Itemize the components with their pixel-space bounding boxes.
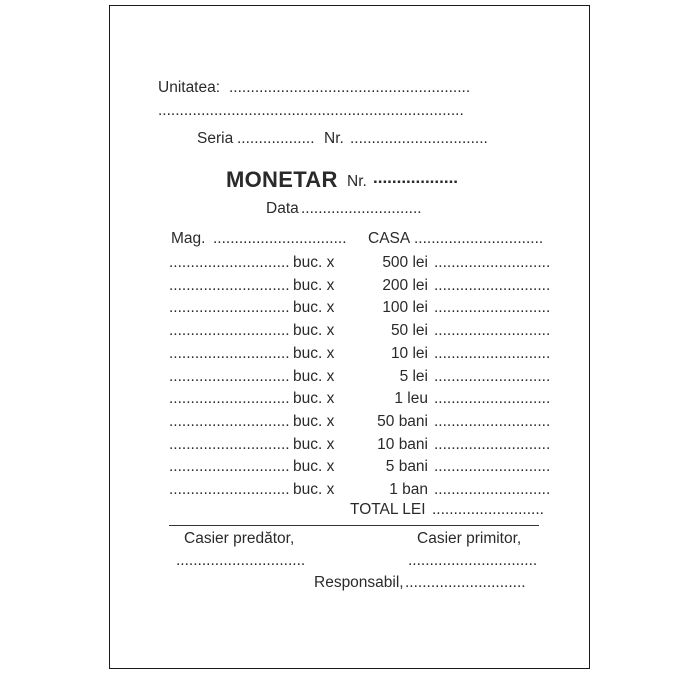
row-unit-label: buc. x xyxy=(293,299,335,317)
responsabil-label: Responsabil, xyxy=(314,574,404,591)
responsabil-field[interactable]: ............................ xyxy=(405,574,526,591)
row-unit-label: buc. x xyxy=(293,276,335,294)
row-denomination: 1 leu xyxy=(394,390,428,408)
row-total-field[interactable]: ........................... xyxy=(434,254,551,271)
row-unit-label: buc. x xyxy=(293,390,335,408)
row-total-field[interactable]: ........................... xyxy=(434,322,551,340)
row-total-field[interactable]: ........................... xyxy=(434,435,551,453)
casier-predator-label: Casier predător, xyxy=(184,530,295,547)
title-nr-label: Nr. xyxy=(347,173,367,190)
row-quantity-field[interactable]: ............................ xyxy=(169,299,290,317)
row-total-field[interactable]: ........................... xyxy=(434,276,551,294)
series-field[interactable]: .................. xyxy=(237,130,315,147)
row-denomination: 5 bani xyxy=(385,458,428,476)
row-unit-label: buc. x xyxy=(293,367,335,385)
row-unit-label: buc. x xyxy=(293,458,335,476)
casa-label: CASA xyxy=(368,230,411,247)
row-denomination: 1 ban xyxy=(389,481,428,498)
row-denomination: 50 lei xyxy=(390,322,428,340)
series-nr-label: Nr. xyxy=(324,130,344,147)
signature-divider xyxy=(169,525,539,526)
row-unit-label: buc. x xyxy=(293,412,335,430)
row-quantity-field[interactable]: ............................ xyxy=(169,367,290,385)
total-label: TOTAL LEI xyxy=(350,501,426,518)
row-total-field[interactable]: ........................... xyxy=(434,299,551,317)
row-denomination: 50 bani xyxy=(377,412,428,430)
casier-primitor-label: Casier primitor, xyxy=(417,530,522,547)
casa-field[interactable]: .............................. xyxy=(414,230,544,247)
row-quantity-field[interactable]: ............................ xyxy=(169,254,290,271)
row-unit-label: buc. x xyxy=(293,481,335,498)
monetar-form xyxy=(109,5,590,669)
row-unit-label: buc. x xyxy=(293,344,335,362)
unit-label: Unitatea: xyxy=(158,79,221,96)
row-quantity-field[interactable]: ............................ xyxy=(169,435,290,453)
unit-field-line2[interactable]: ....................................................................... xyxy=(158,102,464,119)
row-denomination: 500 lei xyxy=(382,254,428,271)
row-denomination: 10 bani xyxy=(377,435,428,453)
series-nr-field[interactable]: ................................ xyxy=(350,130,488,147)
document-title: MONETAR xyxy=(226,167,338,192)
date-label: Data xyxy=(266,200,299,217)
title-nr-field[interactable]: .................. xyxy=(373,168,459,187)
row-quantity-field[interactable]: ............................ xyxy=(169,458,290,476)
row-quantity-field[interactable]: ............................ xyxy=(169,276,290,294)
row-total-field[interactable]: ........................... xyxy=(434,458,551,476)
row-unit-label: buc. x xyxy=(293,435,335,453)
casier-predator-field[interactable]: .............................. xyxy=(176,552,306,569)
row-total-field[interactable]: ........................... xyxy=(434,367,551,385)
casier-primitor-field[interactable]: .............................. xyxy=(408,552,538,569)
series-label: Seria xyxy=(197,130,234,147)
row-total-field[interactable]: ........................... xyxy=(434,412,551,430)
date-field[interactable]: ............................ xyxy=(301,200,422,217)
row-total-field[interactable]: ........................... xyxy=(434,390,551,408)
total-field[interactable]: .......................... xyxy=(432,501,544,518)
mag-field[interactable]: ............................... xyxy=(213,230,347,247)
row-total-field[interactable]: ........................... xyxy=(434,344,551,362)
row-denomination: 100 lei xyxy=(382,299,428,317)
row-denomination: 5 lei xyxy=(399,367,428,385)
row-quantity-field[interactable]: ............................ xyxy=(169,390,290,408)
row-unit-label: buc. x xyxy=(293,322,335,340)
row-quantity-field[interactable]: ............................ xyxy=(169,481,290,498)
row-unit-label: buc. x xyxy=(293,254,335,271)
row-denomination: 200 lei xyxy=(382,276,428,294)
row-quantity-field[interactable]: ............................ xyxy=(169,344,290,362)
row-total-field[interactable]: ........................... xyxy=(434,481,551,498)
row-denomination: 10 lei xyxy=(390,344,428,362)
row-quantity-field[interactable]: ............................ xyxy=(169,412,290,430)
unit-field[interactable]: ........................................................ xyxy=(229,79,471,96)
row-quantity-field[interactable]: ............................ xyxy=(169,322,290,340)
mag-label: Mag. xyxy=(171,230,206,247)
